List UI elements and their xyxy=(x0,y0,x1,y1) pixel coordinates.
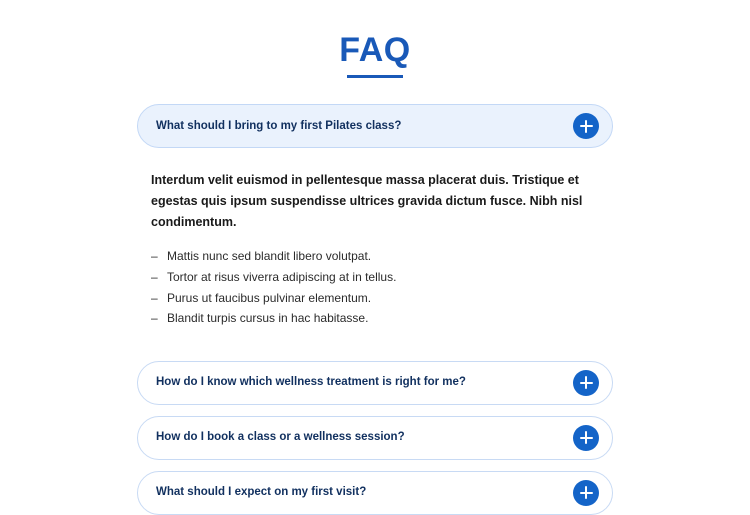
dash-bullet-icon: – xyxy=(151,311,158,326)
list-item-label: Mattis nunc sed blandit libero volutpat. xyxy=(167,249,372,264)
list-item-label: Blandit turpis cursus in hac habitasse. xyxy=(167,311,369,326)
list-item-label: Tortor at risus viverra adipiscing at in tellus. xyxy=(167,269,397,284)
spacer xyxy=(137,460,613,471)
faq-question-label: What should I expect on my first visit? xyxy=(156,486,367,499)
spacer xyxy=(137,329,613,361)
faq-item xyxy=(137,104,613,360)
list-item xyxy=(151,246,599,267)
plus-icon[interactable] xyxy=(573,113,599,139)
faq-question-header[interactable] xyxy=(137,104,613,148)
faq-item xyxy=(137,416,613,471)
list-item-label: Purus ut faucibus pulvinar elementum. xyxy=(167,290,372,305)
plus-icon[interactable] xyxy=(573,370,599,396)
list-item xyxy=(151,288,599,309)
faq-question-label: How do I know which wellness treatment is right for me? xyxy=(156,376,466,389)
dash-bullet-icon: – xyxy=(151,269,158,284)
faq-question-header[interactable] xyxy=(137,416,613,460)
faq-question-header[interactable] xyxy=(137,471,613,515)
faq-item xyxy=(137,361,613,416)
page-title: FAQ xyxy=(339,31,411,69)
faq-item xyxy=(137,471,613,515)
faq-answer-intro: Interdum velit euismod in pellentesque massa placerat duis. Tristique et egestas quis ipsum suspendisse ultrices gravida dictum fusce. Nibh nisl condimentum. xyxy=(151,173,583,229)
plus-icon[interactable] xyxy=(573,480,599,506)
list-item xyxy=(151,267,599,288)
list-item xyxy=(151,308,599,329)
faq-accordion xyxy=(137,78,613,514)
faq-question-label: How do I book a class or a wellness session? xyxy=(156,431,405,444)
faq-answer-bullets xyxy=(151,246,599,329)
faq-question-label: What should I bring to my first Pilates class? xyxy=(156,119,402,132)
spacer xyxy=(137,405,613,416)
plus-icon[interactable] xyxy=(573,425,599,451)
dash-bullet-icon: – xyxy=(151,290,158,305)
faq-question-header[interactable] xyxy=(137,361,613,405)
dash-bullet-icon: – xyxy=(151,249,158,264)
faq-answer-panel xyxy=(137,148,613,328)
